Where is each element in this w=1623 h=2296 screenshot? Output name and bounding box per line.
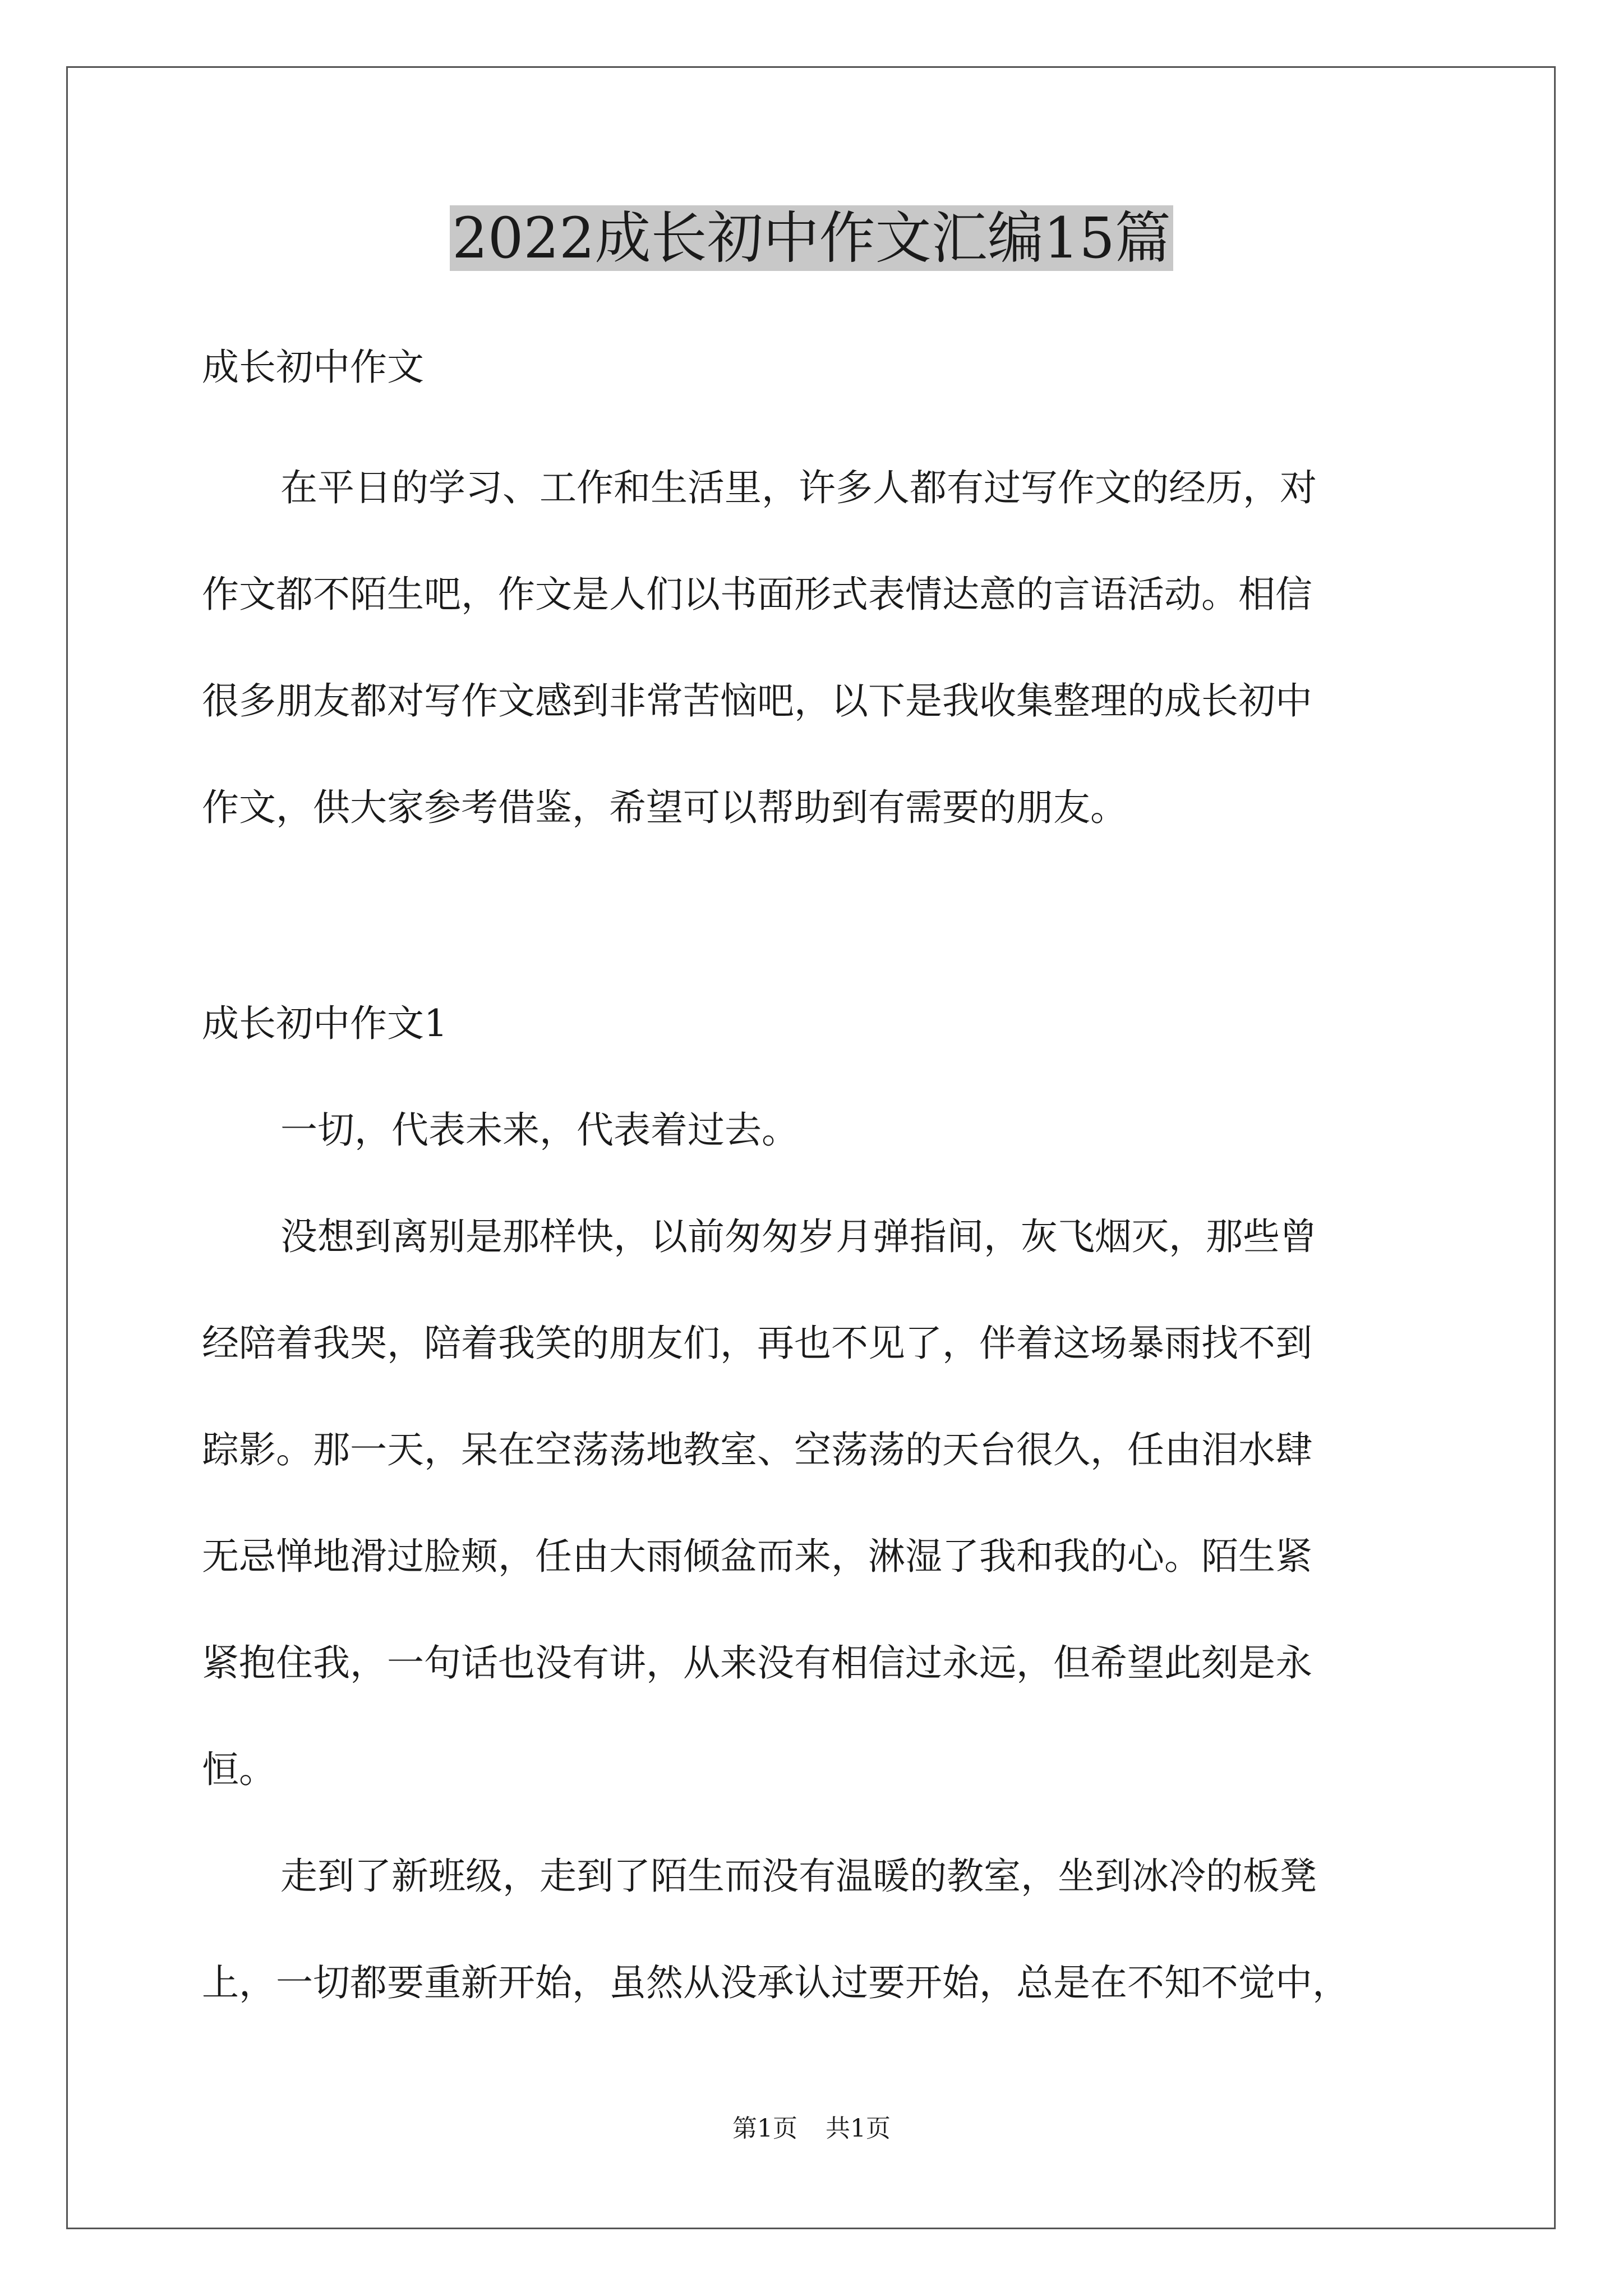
paragraph-line: 无忌惮地滑过脸颊，任由大雨倾盆而来，淋湿了我和我的心。陌生紧 <box>202 1535 1312 1578</box>
paragraph-line: 踪影。那一天，呆在空荡荡地教室、空荡荡的天台很久，任由泪水肆 <box>202 1428 1312 1471</box>
paragraph-line: 上，一切都要重新开始，虽然从没承认过要开始，总是在不知不觉中， <box>202 1961 1349 2004</box>
intro-line: 在平日的学习、工作和生活里，许多人都有过写作文的经历，对 <box>280 466 1317 509</box>
intro-heading: 成长初中作文 <box>202 346 424 389</box>
intro-line: 作文都不陌生吧，作文是人们以书面形式表情达意的言语活动。相信 <box>202 573 1312 616</box>
paragraph-line: 紧抱住我，一句话也没有讲，从来没有相信过永远，但希望此刻是永 <box>202 1641 1312 1685</box>
intro-line: 很多朋友都对写作文感到非常苦恼吧，以下是我收集整理的成长初中 <box>202 679 1312 723</box>
section-heading: 成长初中作文1 <box>202 1002 448 1045</box>
paragraph-line: 经陪着我哭，陪着我笑的朋友们，再也不见了，伴着这场暴雨找不到 <box>202 1322 1312 1365</box>
paragraph-line: 没想到离别是那样快，以前匆匆岁月弹指间，灰飞烟灭，那些曾 <box>280 1215 1317 1258</box>
paragraph-line: 一切，代表未来，代表着过去。 <box>280 1108 799 1152</box>
intro-line: 作文，供大家参考借鉴，希望可以帮助到有需要的朋友。 <box>202 786 1127 829</box>
paragraph-line: 恒。 <box>202 1748 276 1791</box>
document-title-text: 2022成长初中作文汇编15篇 <box>450 205 1173 271</box>
page-footer <box>0 2112 1623 2146</box>
page-number: 第1页 <box>732 2114 797 2143</box>
document-title <box>0 199 1623 278</box>
page-total: 共1页 <box>826 2114 891 2143</box>
paragraph-line: 走到了新班级，走到了陌生而没有温暖的教室，坐到冰冷的板凳 <box>280 1855 1317 1898</box>
